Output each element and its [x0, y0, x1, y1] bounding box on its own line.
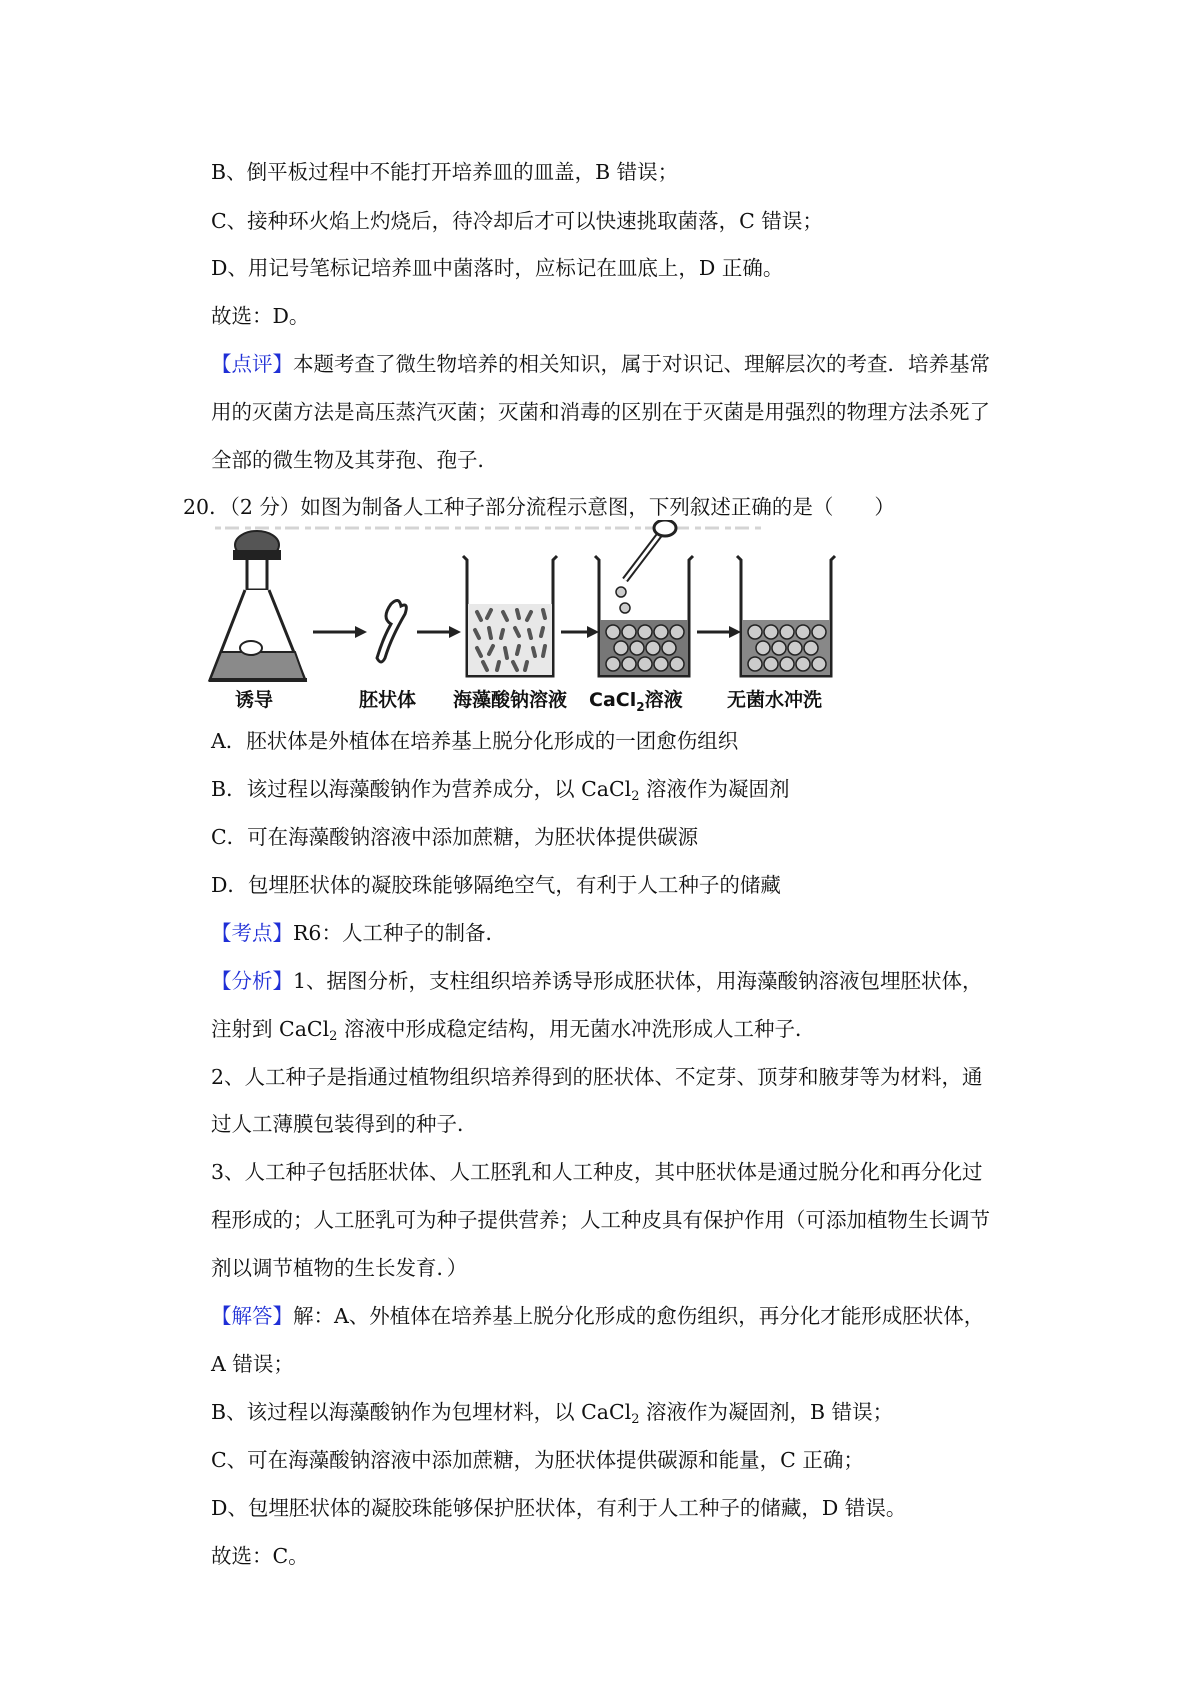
analysis-line-4: 过人工薄膜包装得到的种子．	[211, 1112, 478, 1136]
analysis-text-2: 注射到 CaCl	[211, 1017, 330, 1041]
analysis-text-1: 1、据图分析，支柱组织培养诱导形成胚状体，用海藻酸钠溶液包埋胚状体，	[293, 969, 983, 993]
analysis-sub: 2	[329, 1029, 338, 1044]
prev-option-b: B、倒平板过程中不能打开培养皿的皿盖，B 错误；	[211, 160, 679, 184]
beaker-alginate-illustration	[463, 556, 557, 676]
solution-line-4: C、可在海藻酸钠溶液中添加蔗糖，为胚状体提供碳源和能量，C 正确；	[211, 1448, 864, 1472]
option-b-rest: 溶液作为凝固剂	[639, 777, 790, 801]
analysis-line-3: 2、人工种子是指通过植物组织培养得到的胚状体、不定芽、顶芽和腋芽等为材料，通	[211, 1065, 983, 1089]
beaker-rinse-illustration	[737, 556, 835, 676]
option-b-sub: 2	[631, 789, 640, 804]
prev-comment-line-2: 用的灭菌方法是高压蒸汽灭菌；灭菌和消毒的区别在于灭菌是用强烈的物理方法杀死了	[211, 400, 990, 424]
solution-text-3-rest: 溶液作为凝固剂，B 错误；	[639, 1400, 894, 1424]
artificial-seed-process-diagram	[205, 520, 905, 715]
label-cacl2-solution: 溶液	[644, 689, 683, 711]
final-answer: 故选：C。	[211, 1544, 309, 1568]
embryoid-illustration	[377, 600, 406, 662]
analysis-tag: 【分析】	[211, 969, 293, 993]
question-20-stem: 20．（2 分）如图为制备人工种子部分流程示意图，下列叙述正确的是（ ）	[183, 495, 895, 519]
comment-tag: 【点评】	[211, 352, 293, 376]
prev-comment-line-3: 全部的微生物及其芽孢、孢子．	[211, 448, 498, 472]
solution-sub: 2	[631, 1412, 640, 1427]
solution-line-2: A 错误；	[211, 1352, 294, 1376]
label-alginate: 海藻酸钠溶液	[453, 689, 568, 711]
flask-illustration	[209, 531, 307, 682]
solution-text-1: 解：A、外植体在培养基上脱分化形成的愈伤组织，再分化才能形成胚状体，	[293, 1304, 985, 1328]
prev-comment-line-1	[211, 350, 990, 378]
solution-line-3	[211, 1398, 893, 1426]
option-b	[211, 775, 790, 803]
analysis-line-1	[211, 967, 983, 995]
analysis-text-2-rest: 溶液中形成稳定结构，用无菌水冲洗形成人工种子．	[337, 1017, 816, 1041]
label-induce: 诱导	[235, 689, 274, 711]
label-cacl2-formula: CaCl	[589, 689, 637, 711]
solution-tag: 【解答】	[211, 1304, 293, 1328]
label-rinse: 无菌水冲洗	[727, 689, 823, 711]
option-c: C．可在海藻酸钠溶液中添加蔗糖，为胚状体提供碳源	[211, 825, 699, 849]
label-embryoid: 胚状体	[359, 689, 417, 711]
solution-line-5: D、包埋胚状体的凝胶珠能够保护胚状体，有利于人工种子的储藏，D 错误。	[211, 1496, 907, 1520]
option-b-text: B．该过程以海藻酸钠作为营养成分，以 CaCl	[211, 777, 632, 801]
label-cacl2-sub: 2	[636, 700, 645, 714]
analysis-line-5: 3、人工种子包括胚状体、人工胚乳和人工种皮，其中胚状体是通过脱分化和再分化过	[211, 1160, 983, 1184]
point-line	[211, 919, 506, 947]
label-cacl2	[589, 688, 683, 714]
solution-text-3: B、该过程以海藻酸钠作为包埋材料，以 CaCl	[211, 1400, 632, 1424]
comment-text-1: 本题考查了微生物培养的相关知识，属于对识记、理解层次的考查．培养基常	[293, 352, 990, 376]
prev-option-d: D、用记号笔标记培养皿中菌落时，应标记在皿底上，D 正确。	[211, 256, 784, 280]
beaker-cacl2-illustration	[595, 520, 693, 676]
analysis-line-7: 剂以调节植物的生长发育．）	[211, 1256, 468, 1280]
analysis-line-6: 程形成的；人工胚乳可为种子提供营养；人工种皮具有保护作用（可添加植物生长调节	[211, 1208, 990, 1232]
analysis-line-2	[211, 1015, 815, 1043]
solution-line-1	[211, 1302, 984, 1330]
point-tag: 【考点】	[211, 921, 293, 945]
option-a: A．胚状体是外植体在培养基上脱分化形成的一团愈伤组织	[211, 729, 739, 753]
prev-option-c: C、接种环火焰上灼烧后，待冷却后才可以快速挑取菌落，C 错误；	[211, 209, 823, 233]
point-text: R6：人工种子的制备．	[293, 921, 506, 945]
prev-answer: 故选：D。	[211, 304, 310, 328]
option-d: D．包埋胚状体的凝胶珠能够隔绝空气，有利于人工种子的储藏	[211, 873, 781, 897]
